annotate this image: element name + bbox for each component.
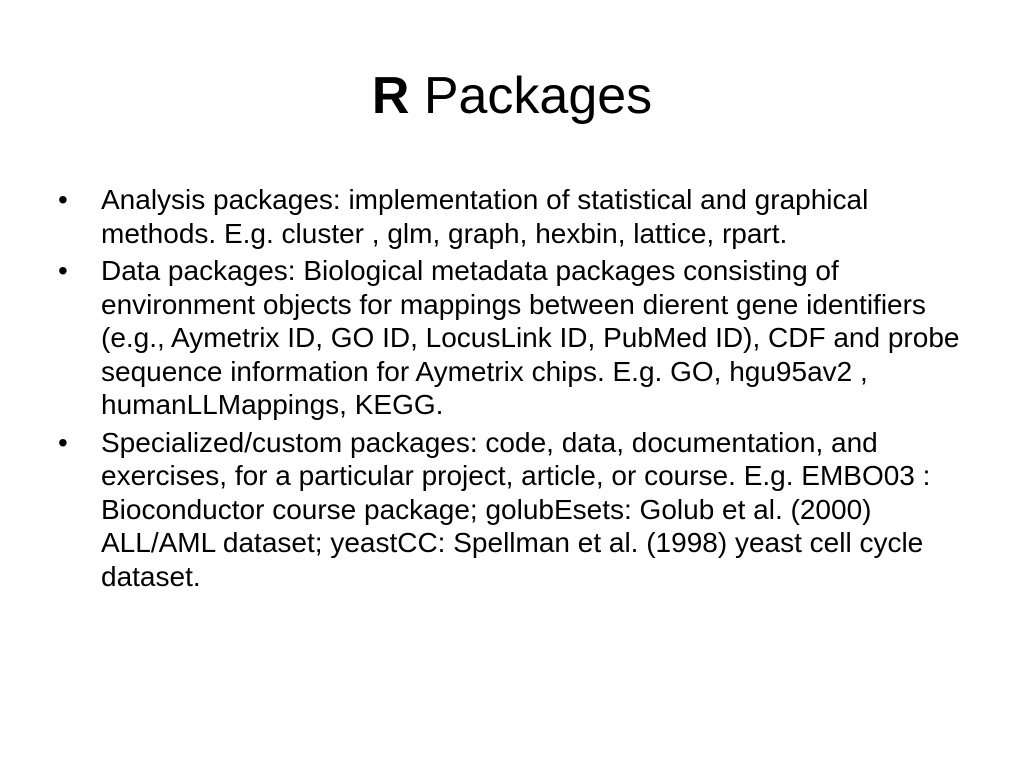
bullet-text: Specialized/custom packages: code, data, documentation, and exercises, for a particular project, article, or course. E.g. EMBO03 : Bioconductor course package; golubEsets: Golub et al. (2000) ALL/AML dataset; yeastCC: Spellman et al. (1998) yeast cell cycle dataset. — [101, 426, 931, 592]
bullet-item-analysis-packages — [58, 183, 988, 250]
slide-title-rest: Packages — [409, 67, 653, 125]
bullet-list — [58, 183, 988, 597]
slide-title — [0, 62, 1024, 130]
bullet-icon: • — [58, 426, 68, 458]
slide-title-bold: R — [371, 67, 410, 125]
bullet-icon: • — [58, 255, 68, 286]
bullet-icon: • — [58, 184, 68, 215]
bullet-item-specialized-packages — [58, 426, 988, 594]
bullet-text: Data packages: Biological metadata packages consisting of environment objects for mappings between dierent gene identifiers (e.g., Aymetrix ID, GO ID, LocusLink ID, PubMed ID), CDF and probe sequence information for Aymetrix chips. E.g. GO, hgu95av2 , humanLLMappings, KEGG. — [101, 255, 960, 420]
bullet-item-data-packages — [58, 254, 988, 422]
bullet-text: Analysis packages: implementation of statistical and graphical methods. E.g. cluster , glm, graph, hexbin, lattice, rpart. — [101, 184, 869, 249]
